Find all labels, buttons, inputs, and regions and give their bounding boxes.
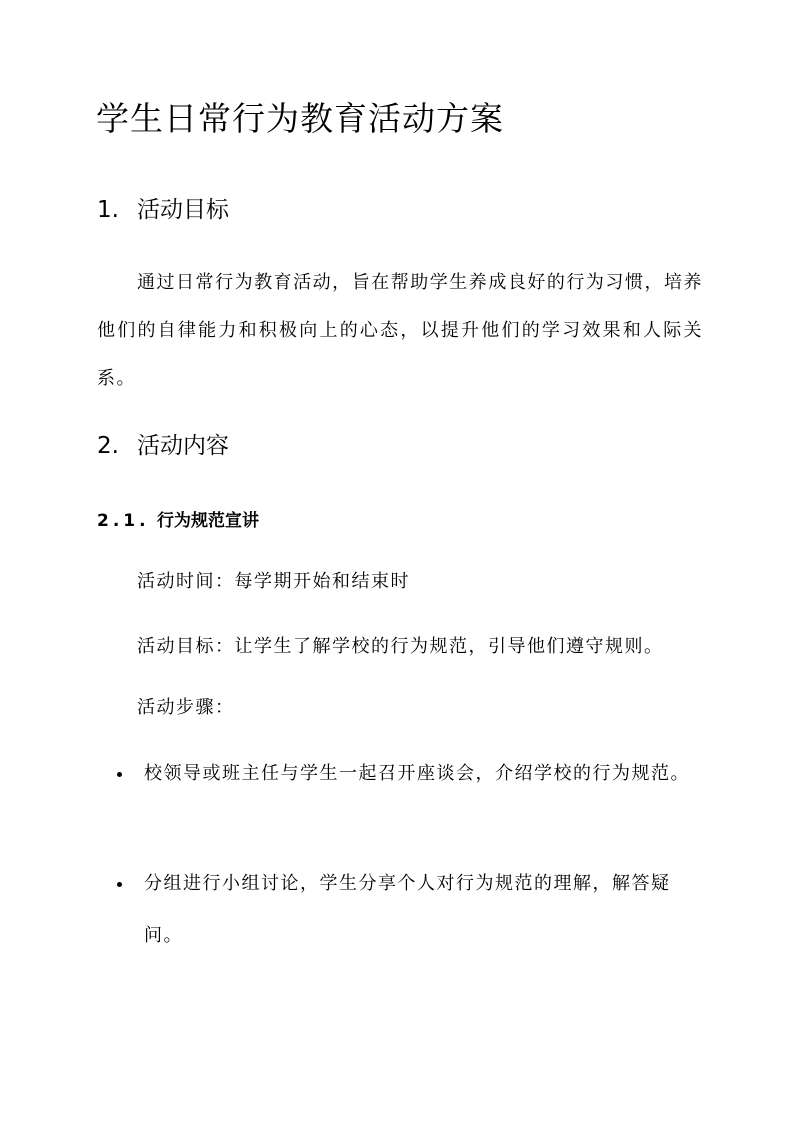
subsection-2-1-number: 2.1. (97, 511, 150, 531)
subsection-2-1-title: 行为规范宣讲 (157, 511, 259, 531)
subsection-2-1-heading (97, 508, 259, 534)
bullet-icon (117, 882, 122, 887)
section-1-heading (97, 194, 229, 226)
activity-steps-label: 活动步骤： (137, 697, 235, 718)
bullet-icon (117, 772, 122, 777)
section-1-title: 活动目标 (137, 197, 229, 223)
section-1-number: 1. (97, 197, 119, 223)
activity-time-line: 活动时间：每学期开始和结束时 (137, 571, 410, 592)
section-1-paragraph: 通过日常行为教育活动，旨在帮助学生养成良好的行为习惯，培养他们的自律能力和积极向上的心态，以提升他们的学习效果和人际关系。 (97, 272, 703, 389)
section-2-heading (97, 430, 229, 462)
list-item-text: 分组进行小组讨论，学生分享个人对行为规范的理解，解答疑问。 (144, 873, 671, 946)
document-title: 学生日常行为教育活动方案 (96, 99, 504, 138)
section-2-number: 2. (97, 433, 119, 459)
activity-goal-line: 活动目标：让学生了解学校的行为规范，引导他们遵守规则。 (137, 636, 664, 657)
section-2-title: 活动内容 (137, 433, 229, 459)
list-item-text: 校领导或班主任与学生一起召开座谈会，介绍学校的行为规范。 (144, 763, 690, 784)
